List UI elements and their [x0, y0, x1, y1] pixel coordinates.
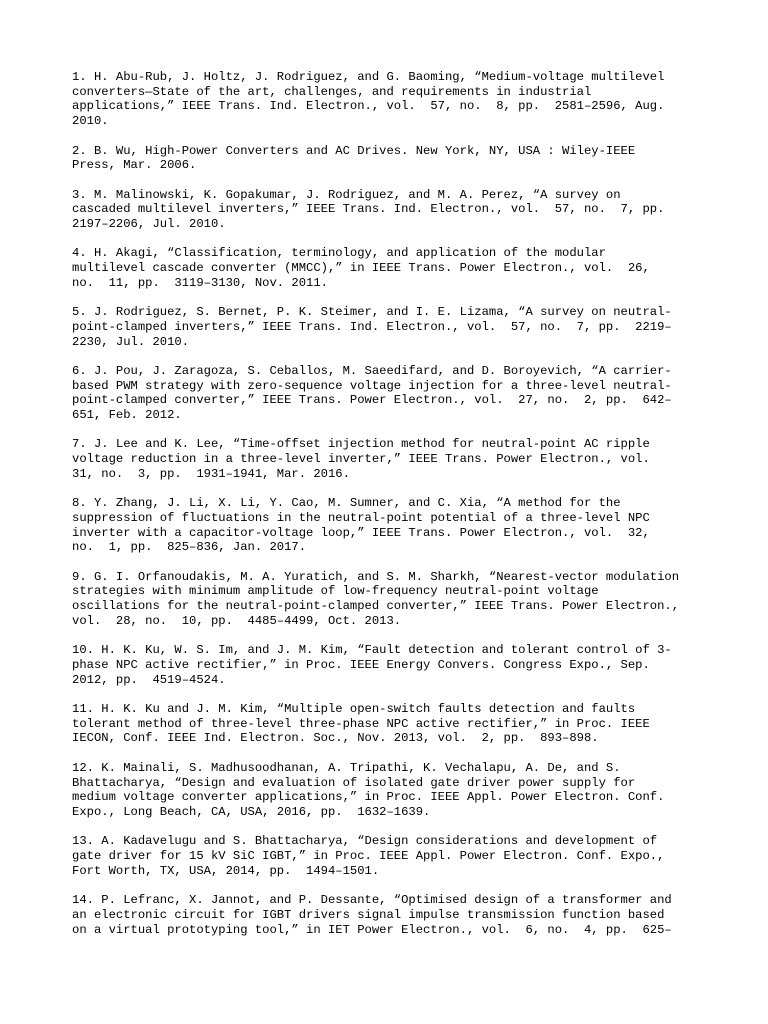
reference-item: 5. J. Rodriguez, S. Bernet, P. K. Steimer, and I. E. Lizama, “A survey on neutral- point-clamped inverters,” IEEE Trans. Ind. Electron., vol. 57, no. 7, pp. 2219– 2230, Jul. 2010.	[72, 305, 672, 349]
reference-item: 4. H. Akagi, “Classification, terminology, and application of the modular multilevel cascade converter (MMCC),” in IEEE Trans. Power Electron., vol. 26, no. 11, pp. 3119–3130, Nov. 2011.	[72, 246, 650, 290]
reference-item: 13. A. Kadavelugu and S. Bhattacharya, “Design considerations and development of gate driver for 15 kV SiC IGBT,” in Proc. IEEE Appl. Power Electron. Conf. Expo., Fort Worth, TX, USA, 2014, pp. 1494–1501.	[72, 834, 665, 878]
reference-item: 3. M. Malinowski, K. Gopakumar, J. Rodriguez, and M. A. Perez, “A survey on cascaded multilevel inverters,” IEEE Trans. Ind. Electron., vol. 57, no. 7, pp. 2197–2206, Jul. 2010.	[72, 187, 665, 231]
reference-item: 1. H. Abu-Rub, J. Holtz, J. Rodriguez, and G. Baoming, “Medium-voltage multilevel converters—State of the art, challenges, and requirements in industrial applications,” IEEE Trans. Ind. Electron., vol. 57, no. 8, pp. 2581–2596, Aug. 2010.	[72, 70, 665, 129]
reference-item: 11. H. K. Ku and J. M. Kim, “Multiple open-switch faults detection and faults tolerant method of three-level three-phase NPC active rectifier,” in Proc. IEEE IECON, Conf. IEEE Ind. Electron. Soc., Nov. 2013, vol. 2, pp. 893–898.	[72, 702, 650, 746]
reference-item: 9. G. I. Orfanoudakis, M. A. Yuratich, and S. M. Sharkh, “Nearest-vector modulation strategies with minimum amplitude of low-frequency neutral-point voltage oscillations for the neutral-point-clamped converter,” IEEE Trans. Power Electron., vol. 28, no. 10, pp. 4485–4499, Oct. 2013.	[72, 569, 680, 628]
reference-item: 8. Y. Zhang, J. Li, X. Li, Y. Cao, M. Sumner, and C. Xia, “A method for the suppression of fluctuations in the neutral-point potential of a three-level NPC inverter with a capacitor-voltage loop,” IEEE Trans. Power Electron., vol. 32, no. 1, pp. 825–836, Jan. 2017.	[72, 496, 650, 555]
reference-item: 14. P. Lefranc, X. Jannot, and P. Dessante, “Optimised design of a transformer and an electronic circuit for IGBT drivers signal impulse transmission function based on a virtual prototyping tool,” in IET Power Electron., vol. 6, no. 4, pp. 625–	[72, 893, 672, 937]
reference-item: 10. H. K. Ku, W. S. Im, and J. M. Kim, “Fault detection and tolerant control of 3- phase NPC active rectifier,” in Proc. IEEE Energy Convers. Congress Expo., Sep. 2012, pp. 4519–4524.	[72, 643, 672, 687]
reference-item: 12. K. Mainali, S. Madhusoodhanan, A. Tripathi, K. Vechalapu, A. De, and S. Bhattacharya, “Design and evaluation of isolated gate driver power supply for medium voltage converter applications,” in Proc. IEEE Appl. Power Electron. Conf. Expo., Long Beach, CA, USA, 2016, pp. 1632–1639.	[72, 760, 665, 819]
reference-item: 7. J. Lee and K. Lee, “Time-offset injection method for neutral-point AC ripple voltage reduction in a three-level inverter,” IEEE Trans. Power Electron., vol. 31, no. 3, pp. 1931–1941, Mar. 2016.	[72, 437, 650, 481]
reference-item: 2. B. Wu, High-Power Converters and AC Drives. New York, NY, USA : Wiley-IEEE Press, Mar. 2006.	[72, 143, 636, 173]
reference-item: 6. J. Pou, J. Zaragoza, S. Ceballos, M. Saeedifard, and D. Boroyevich, “A carrier- based PWM strategy with zero-sequence voltage injection for a three-level neutral- point-clamped converter,” IEEE Trans. Power Electron., vol. 27, no. 2, pp. 642– 651, Feb. 2012.	[72, 363, 672, 423]
reference-list	[72, 70, 712, 952]
